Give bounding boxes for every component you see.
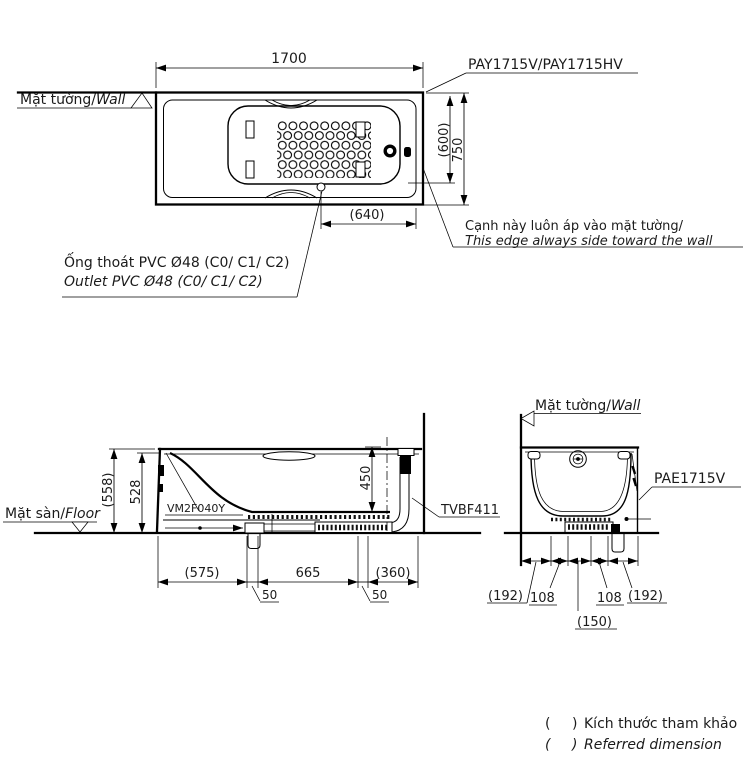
dim-360-value: (360) bbox=[375, 566, 411, 581]
wall-datum-triangle-icon bbox=[131, 93, 152, 108]
standpipe-inner bbox=[392, 457, 400, 523]
outlet-fitting bbox=[245, 523, 264, 533]
dim-108-left bbox=[529, 562, 560, 606]
floor-datum-triangle-icon bbox=[72, 522, 88, 532]
legend-close-paren-1: ) bbox=[572, 716, 578, 732]
pad-right-lower bbox=[356, 162, 365, 177]
outlet-note-callout bbox=[62, 191, 322, 297]
model-callout-pae bbox=[639, 471, 741, 500]
side-view-elevation bbox=[3, 414, 500, 602]
end-bottom-dimensions bbox=[487, 536, 667, 630]
model-callout-pay bbox=[426, 57, 638, 92]
dim-192-right-value: (192) bbox=[628, 589, 663, 604]
dim-108-right-value: 108 bbox=[597, 591, 622, 606]
dim-gap-back-50 bbox=[362, 586, 389, 602]
drain-model-label: TVBF411 bbox=[441, 503, 500, 518]
anchor-ref-line bbox=[165, 526, 243, 530]
end-handle-right bbox=[618, 452, 630, 460]
legend-open-paren-1: ( bbox=[545, 716, 551, 732]
overflow-mark bbox=[404, 147, 411, 157]
dim-528-value: 528 bbox=[129, 479, 144, 505]
pad-left-upper bbox=[246, 121, 254, 138]
end-handle-left bbox=[528, 452, 540, 460]
wall-label-en: Wall bbox=[96, 92, 126, 108]
dim-600-value: (600) bbox=[437, 122, 452, 158]
dim-length-1700 bbox=[156, 51, 423, 88]
dim-108-right bbox=[596, 562, 624, 606]
floor-label bbox=[5, 506, 101, 522]
model-pae-label: PAE1715V bbox=[654, 471, 726, 487]
mount-mark-lower bbox=[158, 484, 163, 492]
dim-192-left-value: (192) bbox=[488, 589, 523, 604]
end-wall-datum-triangle-icon bbox=[521, 411, 534, 426]
grip-recess-top-outer bbox=[265, 100, 317, 108]
drain-model-callout bbox=[412, 498, 500, 518]
side-bottom-dimensions bbox=[158, 536, 418, 602]
side-grip-oval bbox=[263, 452, 315, 460]
floor-label-vi: Mặt sàn/ bbox=[5, 506, 66, 522]
standpipe-fitting bbox=[400, 456, 411, 474]
legend-note-vi: Kích thước tham khảo bbox=[584, 716, 738, 732]
edge-note-en: This edge always side toward the wall bbox=[465, 234, 713, 249]
end-outlet-stub bbox=[612, 533, 624, 552]
dim-558-value: (558) bbox=[101, 472, 116, 508]
drain-hole bbox=[385, 146, 395, 156]
pad-left-lower bbox=[246, 161, 254, 178]
dim-108-left-value: 108 bbox=[530, 591, 555, 606]
legend-close-paren-2: ) bbox=[572, 737, 578, 753]
dim-192-right bbox=[623, 562, 667, 604]
grip-recess-bottom-outer bbox=[265, 190, 317, 198]
outlet-note-vi: Ống thoát PVC Ø48 (C0/ C1/ C2) bbox=[64, 255, 290, 271]
dim-640-value: (640) bbox=[349, 208, 385, 223]
dim-inner-depth-450 bbox=[359, 447, 381, 512]
pad-right-upper bbox=[356, 122, 365, 137]
outlet-point bbox=[317, 183, 325, 191]
dim-50-back-value: 50 bbox=[372, 588, 388, 602]
grip-recess-top-inner bbox=[272, 100, 310, 106]
end-wall-label bbox=[535, 398, 641, 414]
legend-note-en: Referred dimension bbox=[584, 737, 722, 753]
outlet-note-en: Outlet PVC Ø48 (C0/ C1/ C2) bbox=[64, 274, 263, 290]
edge-note-vi: Cạnh này luôn áp vào mặt tường/ bbox=[465, 219, 683, 234]
end-wall-label-vi: Mặt tường/ bbox=[535, 398, 612, 414]
dim-50-front-value: 50 bbox=[262, 588, 278, 602]
dim-rim-height-528 bbox=[129, 453, 161, 533]
dim-192-left bbox=[487, 562, 536, 604]
model-pay-label: PAY1715V/PAY1715HV bbox=[468, 57, 623, 73]
end-elbow-fitting bbox=[611, 524, 620, 532]
dim-750-value: 750 bbox=[451, 137, 466, 163]
wall-label-vi: Mặt tường/ bbox=[20, 92, 97, 108]
dim-gap-front-50 bbox=[252, 586, 279, 602]
floor-label-en: Floor bbox=[65, 506, 100, 522]
mount-mark-upper bbox=[158, 465, 164, 476]
dim-150-value: (150) bbox=[577, 615, 612, 630]
end-view-elevation bbox=[487, 398, 741, 630]
apron-model-label: VM2F040Y bbox=[167, 502, 226, 515]
dim-575-value: (575) bbox=[184, 566, 220, 581]
standpipe-cap bbox=[398, 449, 414, 456]
legend bbox=[545, 716, 737, 753]
end-basin-inner-contour bbox=[535, 453, 628, 512]
legend-open-paren-2: ( bbox=[545, 737, 551, 753]
dim-inner-width-600 bbox=[408, 96, 455, 183]
dim-450-value: 450 bbox=[359, 465, 374, 491]
edge-note-callout bbox=[423, 168, 743, 249]
dim-1700-value: 1700 bbox=[271, 51, 307, 67]
dim-overall-height-558 bbox=[101, 449, 155, 533]
overflow-fitting bbox=[570, 451, 587, 468]
end-wall-label-en: Wall bbox=[611, 398, 641, 414]
wall-label bbox=[20, 92, 126, 108]
top-view-plan bbox=[17, 51, 743, 297]
dim-665-value: 665 bbox=[295, 566, 321, 581]
end-corner-mark-1 bbox=[633, 466, 636, 474]
